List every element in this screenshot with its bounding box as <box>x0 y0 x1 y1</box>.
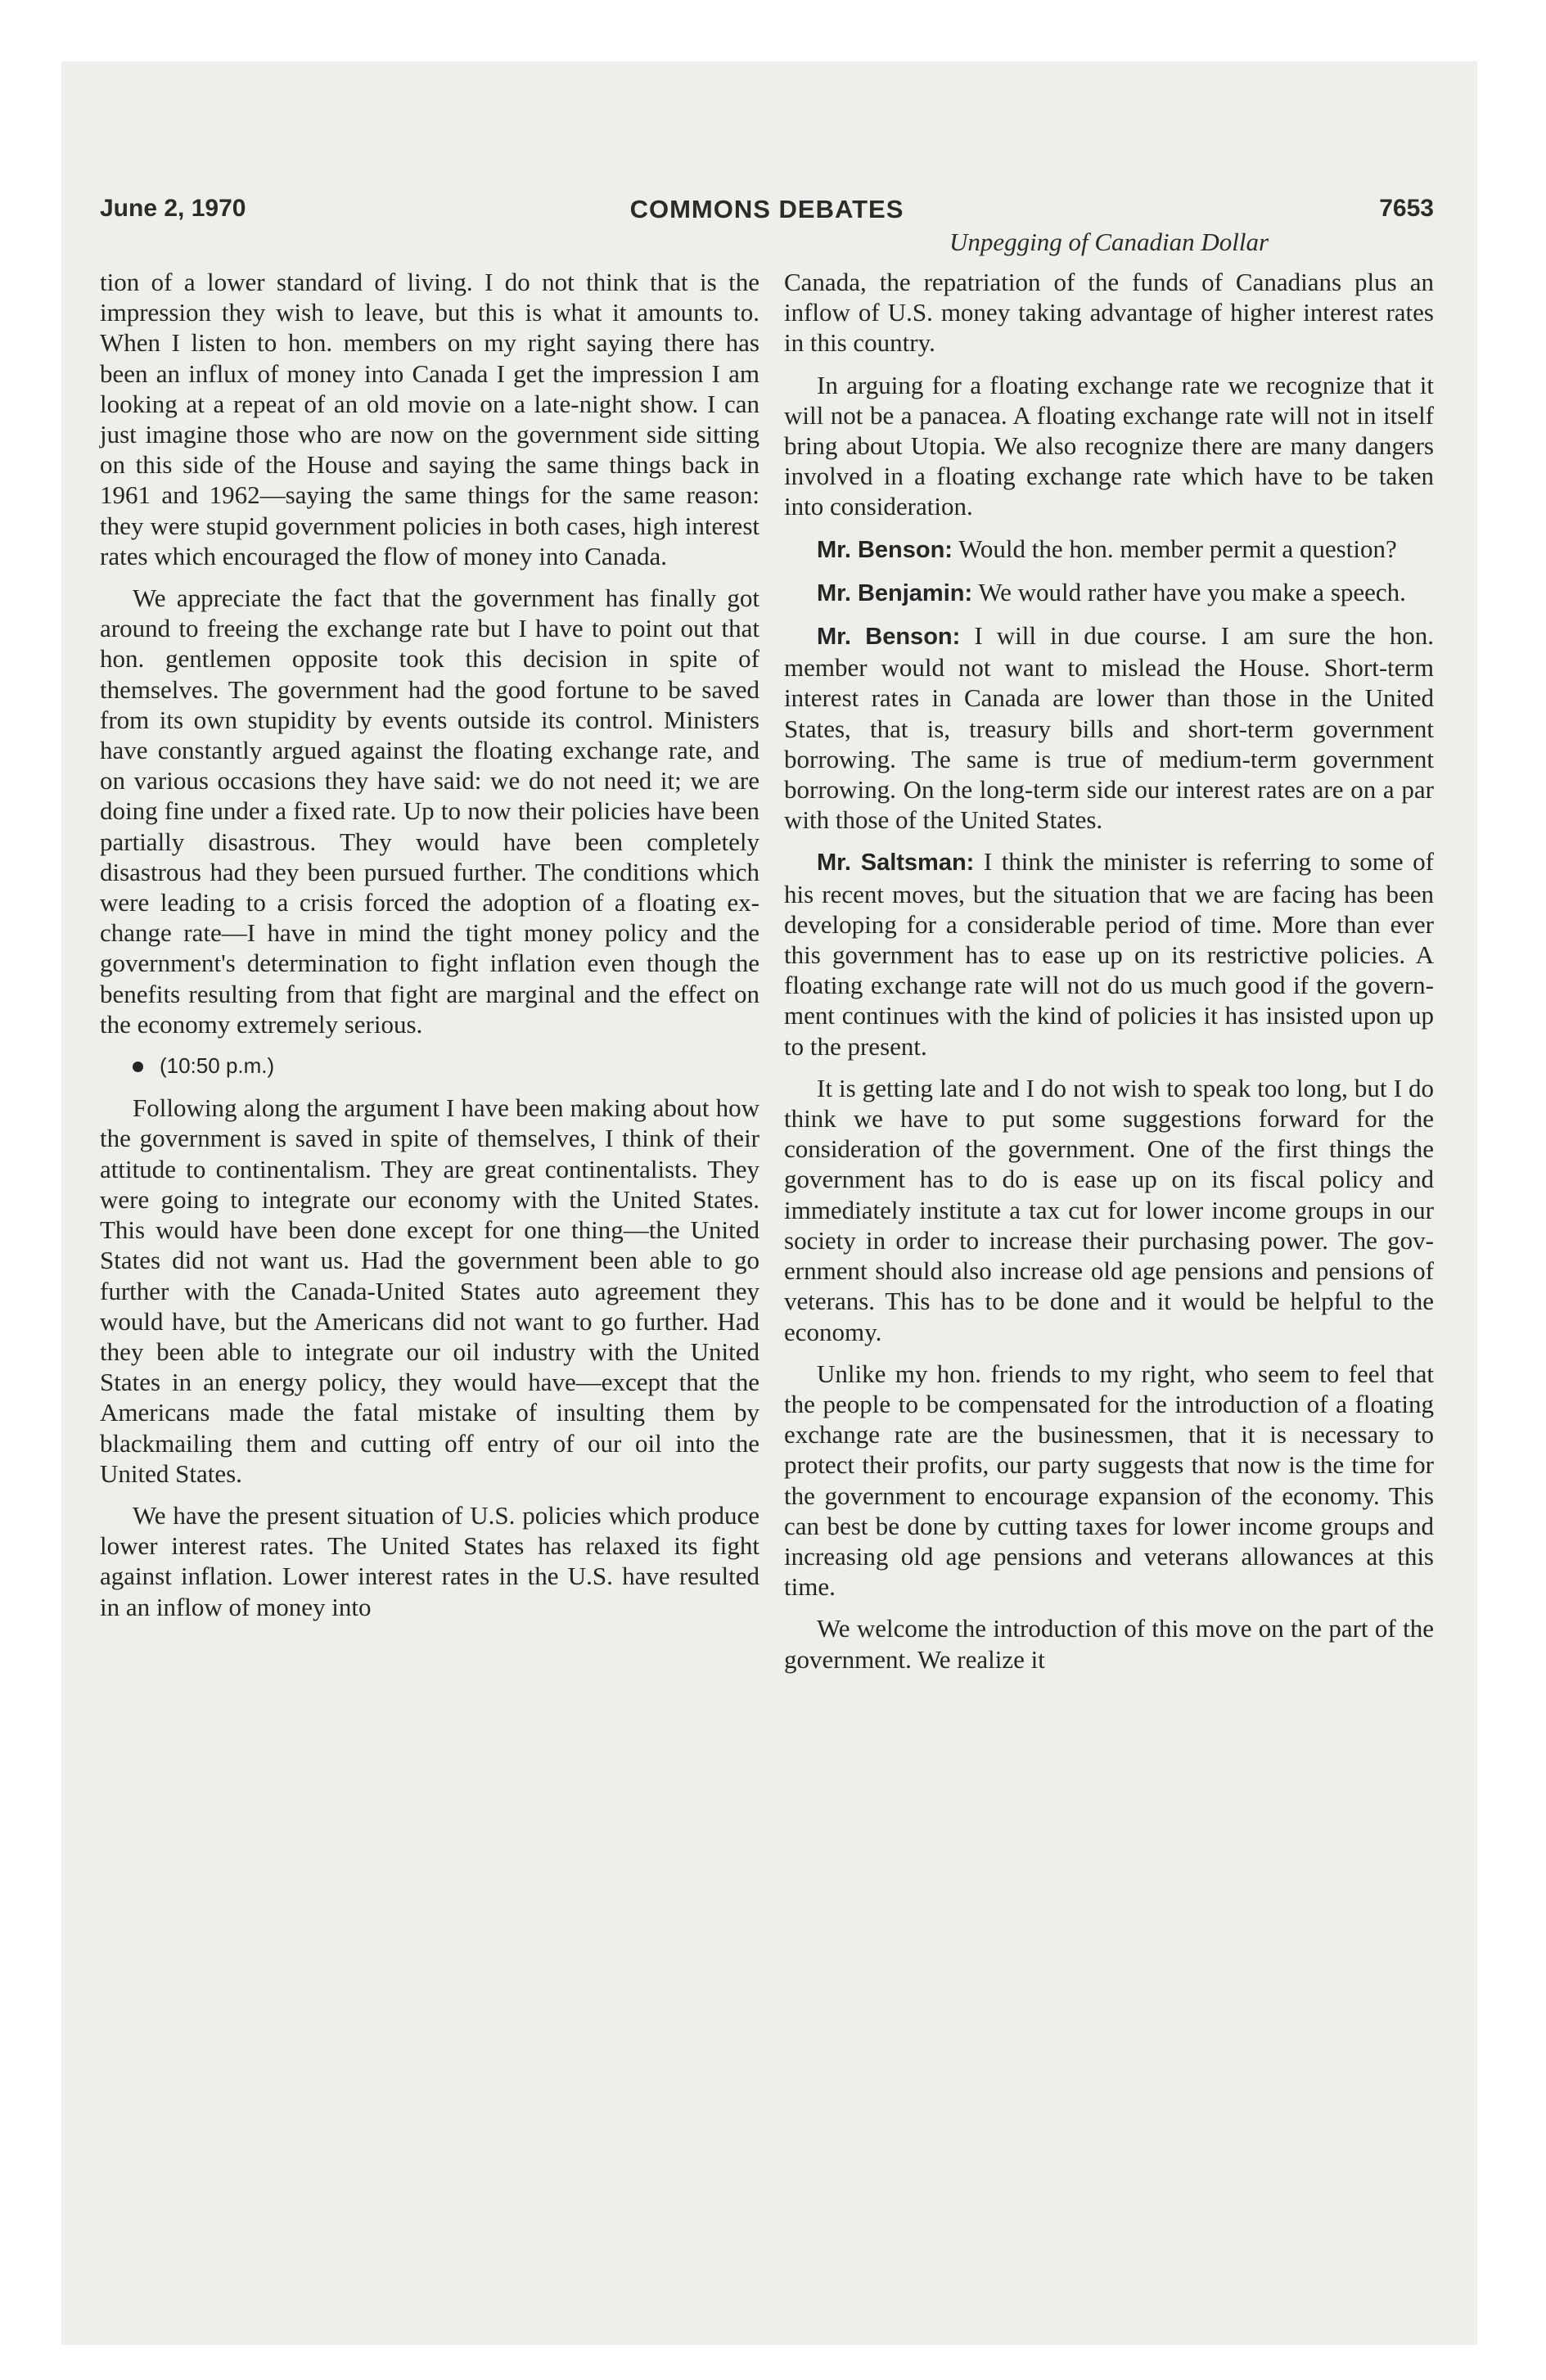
header-date: June 2, 1970 <box>100 195 246 222</box>
speaker-name: Mr. Benjamin: <box>817 579 973 606</box>
bullet-icon <box>133 1062 143 1072</box>
paragraph: tion of a lower standard of living. I do not think that is the impression they wish to leave, but this is what it amounts to. When I listen to hon. members on my right saying there has been an influx of money into Canada I get the impression I am looking at a repeat of an old movie on a late-night show. I can just imagine those who are now on the government side sitting on this side of the House and saying the same things back in 1961 and 1962—saying the same things for the same reason: they were stupid government policies in both cases, high interest rates which encouraged the flow of money into Canada. <box>100 268 759 570</box>
timestamp <box>100 1051 759 1081</box>
speech-paragraph <box>784 620 1434 835</box>
subject-heading: Unpegging of Canadian Dollar <box>949 228 1269 256</box>
paragraph: We welcome the introduction of this move on the part of the government. We realize it <box>784 1614 1434 1674</box>
paragraph: It is getting late and I do not wish to speak too long, but I do think we have to put some suggestions forward for the consideration of the government. One of the first things the government has to do is ease up on its fiscal policy and immediately institute a tax cut for lower income groups in our society in order to increase their purchasing power. The government should also increase old age pensions and pensions of veterans. This has to be done and it would be helpful to the economy. <box>784 1073 1434 1346</box>
speech-text: We would rather have you make a speech. <box>972 577 1406 606</box>
speaker-name: Mr. Benson: <box>817 536 953 563</box>
paragraph: In arguing for a floating exchange rate we recognize that it will not be a panacea. A floating exchange rate will not in itself bring about Utopia. We also recognize there are many dangers involved in a floating exchange rate which have to be taken into consideration. <box>784 370 1434 521</box>
paragraph: We have the present situation of U.S. policies which produce lower interest rates. The United States has relaxed its fight against inflation. Lower interest rates in the U.S. have resulted in an inflow of money into <box>100 1500 759 1621</box>
speech-text: I will in due course. I am sure the hon. member would not want to mislead the House. Short-term interest rates in Canada are lower than those in the United States, that is, treasury bills and short-term government borrowing. The same is true of medium-term government borrowing. On the long-term side our interest rates are on a par with those of the United States. <box>784 621 1434 835</box>
page-number: 7653 <box>1379 195 1434 222</box>
speech-text: Would the hon. member permit a question? <box>952 534 1397 563</box>
paragraph: Canada, the repatriation of the funds of Canadians plus an inflow of U.S. money taking advantage of higher interest rates in this country. <box>784 268 1434 358</box>
right-column <box>784 267 1434 1686</box>
paragraph: We appreciate the fact that the government has finally got around to freeing the exchange rate but I have to point out that hon. gentlemen opposite took this decision in spite of themselves. The government had the good fortune to be saved from its own stupidity by events outside its control. Ministers have constantly argued against the floating exchange rate, and on various occasions they have said: we do not need it; we are doing fine under a fixed rate. Up to now their policies have been partially disastrous. They would have been completely disastrous had they been pursued further. The conditions which were leading to a crisis forced the adoption of a floating exchange rate—I have in mind the tight money policy and the government's determination to fight inflation even though the benefits resulting from that fight are marginal and the effect on the economy extremely serious. <box>100 584 759 1039</box>
speaker-name: Mr. Saltsman: <box>817 850 975 877</box>
paragraph: Following along the argument I have been making about how the government is saved in spite of themselves, I think of their attitude to continentalism. They are great continentalists. They were going to integrate our economy with the United States. This would have been done except for one thing—the United States did not want us. Had the government been able to go further with the Canada-United States auto agreement they would have, but the Americans did not want to go further. Had they been able to integrate our oil industry with the United States in an energy policy, they would have—except that the Americans made the fatal mistake of insulting them by blackmailing them and cutting off entry of our oil into the United States. <box>100 1093 759 1488</box>
speaker-name: Mr. Benson: <box>817 624 961 651</box>
left-column <box>100 267 759 1634</box>
header-title: COMMONS DEBATES <box>629 195 904 223</box>
speech-text: I think the minister is referring to some of his recent moves, but the situation that we are facing has been developing for a considerable period of time. More than ever this government has to ease up on its restrictive policies. A floating exchange rate will not do us much good if the government continues with the kind of policies it has insisted upon up to the present. <box>784 847 1434 1061</box>
speech-paragraph <box>784 846 1434 1061</box>
paragraph: Unlike my hon. friends to my right, who seem to feel that the people to be compensated for the introduction of a floating exchange rate are the businessmen, that it is necessary to protect their profits, our party suggests that now is the time for the government to encourage expansion of the economy. This can best be done by cutting taxes for lower income groups and increasing old age pensions and veterans allowances at this time. <box>784 1359 1434 1602</box>
timestamp-text: (10:50 p.m.) <box>160 1053 275 1079</box>
speech-paragraph <box>784 534 1434 566</box>
speech-paragraph <box>784 577 1434 609</box>
page-header <box>100 195 1434 228</box>
